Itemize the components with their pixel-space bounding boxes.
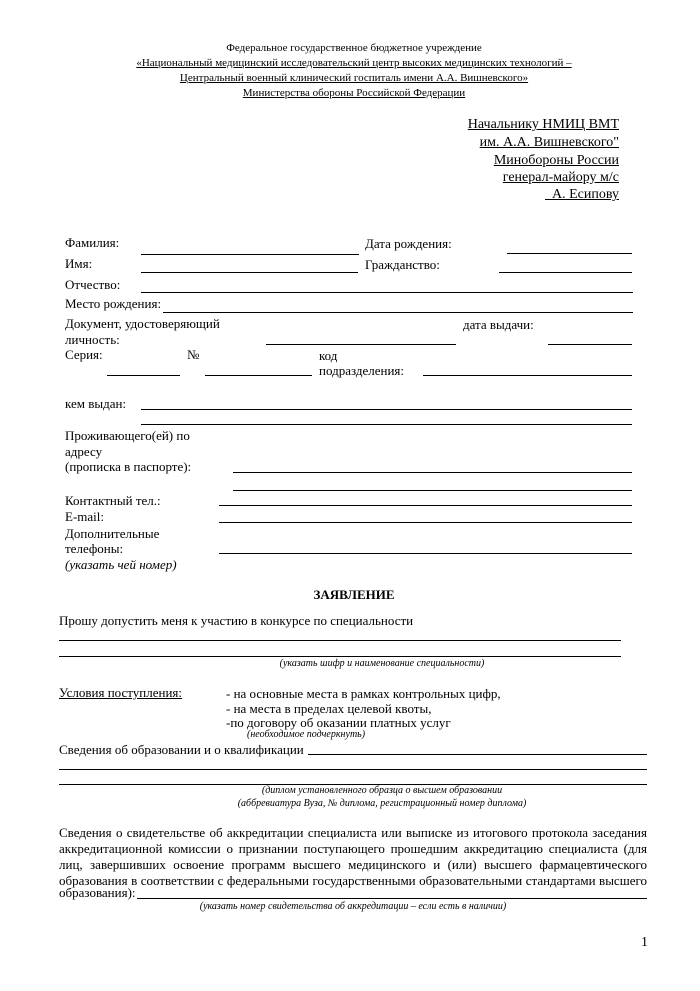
issued-by-field-line1[interactable] [141,409,632,410]
email-field[interactable] [219,522,632,523]
label-extra-phones-line1: Дополнительные [65,526,160,541]
statement-title: ЗАЯВЛЕНИЕ [313,587,395,602]
label-number: № [187,347,200,362]
accreditation-text: Сведения о свидетельстве об аккредитации специалиста или выписке из итогового протокола заседания аккредитационной комиссии о признании поступающего прошедшим аккредитацию специалиста (для лиц, завершивших освоение программ высшего медицинского и (или) высшего фармацевтического образования в соответствии с федеральными государственными образовательными стандартами высшего [59,825,647,888]
specialty-hint: (указать шифр и наименование специальности) [279,658,485,669]
label-birth-place: Место рождения: [65,296,162,311]
addressee-line4: генерал-майору м/с [502,170,619,185]
surname-field[interactable] [141,254,359,255]
name-field[interactable] [141,272,358,273]
page-number: 1 [641,935,648,950]
header-org-line3: Центральный военный клинический госпиталь имени А.А. Вишневского» [179,72,529,84]
diploma-hint-2: (аббревиатура Вуза, № диплома, регистрационный номер диплома) [237,798,527,809]
document-field[interactable] [266,344,456,345]
education-label: Сведения об образовании и о квалификации [59,742,304,757]
education-field-line1[interactable] [308,754,647,755]
label-citizenship: Гражданство: [365,257,440,272]
number-field[interactable] [205,375,312,376]
label-name: Имя: [65,256,93,271]
code-field[interactable] [423,375,632,376]
specialty-field-line1[interactable] [59,640,621,641]
accreditation-field[interactable] [137,898,647,899]
condition-option-3[interactable]: -по договору об оказании платных услуг [226,715,451,730]
education-field-line2[interactable] [59,769,647,770]
label-code-line1: код [319,348,338,363]
condition-option-1[interactable]: - на основные места в рамках контрольных цифр, [226,686,501,701]
series-field[interactable] [107,375,180,376]
residence-field-line1[interactable] [233,472,632,473]
label-surname: Фамилия: [65,235,120,250]
condition-option-2[interactable]: - на места в пределах целевой квоты, [226,701,432,716]
label-extra-phones-line2: телефоны: [65,541,124,556]
addressee-line1: Начальнику НМИЦ ВМТ [467,117,619,132]
label-issued-by: кем выдан: [65,396,127,411]
label-document-line2: личность: [65,332,120,347]
specialty-request: Прошу допустить меня к участию в конкурсе по специальности [59,613,414,628]
header-org-line1: Федеральное государственное бюджетное учреждение [226,42,482,54]
label-residence-line1: Проживающего(ей) по [65,428,190,443]
birth-date-field[interactable] [507,253,632,254]
addressee-line3: Минобороны России [493,153,619,168]
accreditation-last-label: образования): [59,885,136,900]
label-code-line2: подразделения: [319,363,405,378]
label-residence-line3: (прописка в паспорте): [65,459,192,474]
header-org-line2: «Национальный медицинский исследовательский центр высоких медицинских технологий – [136,57,572,69]
label-residence-line2: адресу [65,444,103,459]
diploma-hint-1: (диплом установленного образца о высшем образовании [261,785,503,796]
accreditation-hint: (указать номер свидетельства об аккредитации – если есть в наличии) [199,901,507,912]
header-org-line4: Министерства обороны Российской Федерации [242,87,466,99]
citizenship-field[interactable] [499,272,632,273]
issued-by-field-line2[interactable] [141,424,632,425]
label-birth-date: Дата рождения: [365,236,452,251]
label-series: Серия: [65,347,103,362]
issue-date-field[interactable] [548,344,632,345]
residence-field-line2[interactable] [233,490,632,491]
patronymic-field[interactable] [141,292,633,293]
extra-phones-field[interactable] [219,553,632,554]
addressee-line2: им. А.А. Вишневского" [479,135,619,150]
label-phone: Контактный тел.: [65,493,161,508]
phone-field[interactable] [219,505,632,506]
label-patronymic: Отчество: [65,277,121,292]
conditions-hint: (необходимое подчеркнуть) [247,729,366,740]
label-document-line1: Документ, удостоверяющий [65,316,220,331]
specialty-field-line2[interactable] [59,656,621,657]
label-issue-date: дата выдачи: [463,317,534,332]
conditions-label: Условия поступления: [59,685,183,700]
birth-place-field[interactable] [163,312,633,313]
extra-phones-hint: (указать чей номер) [65,557,177,572]
label-email: E-mail: [65,509,104,524]
addressee-line5: А. Есипову [552,187,619,202]
